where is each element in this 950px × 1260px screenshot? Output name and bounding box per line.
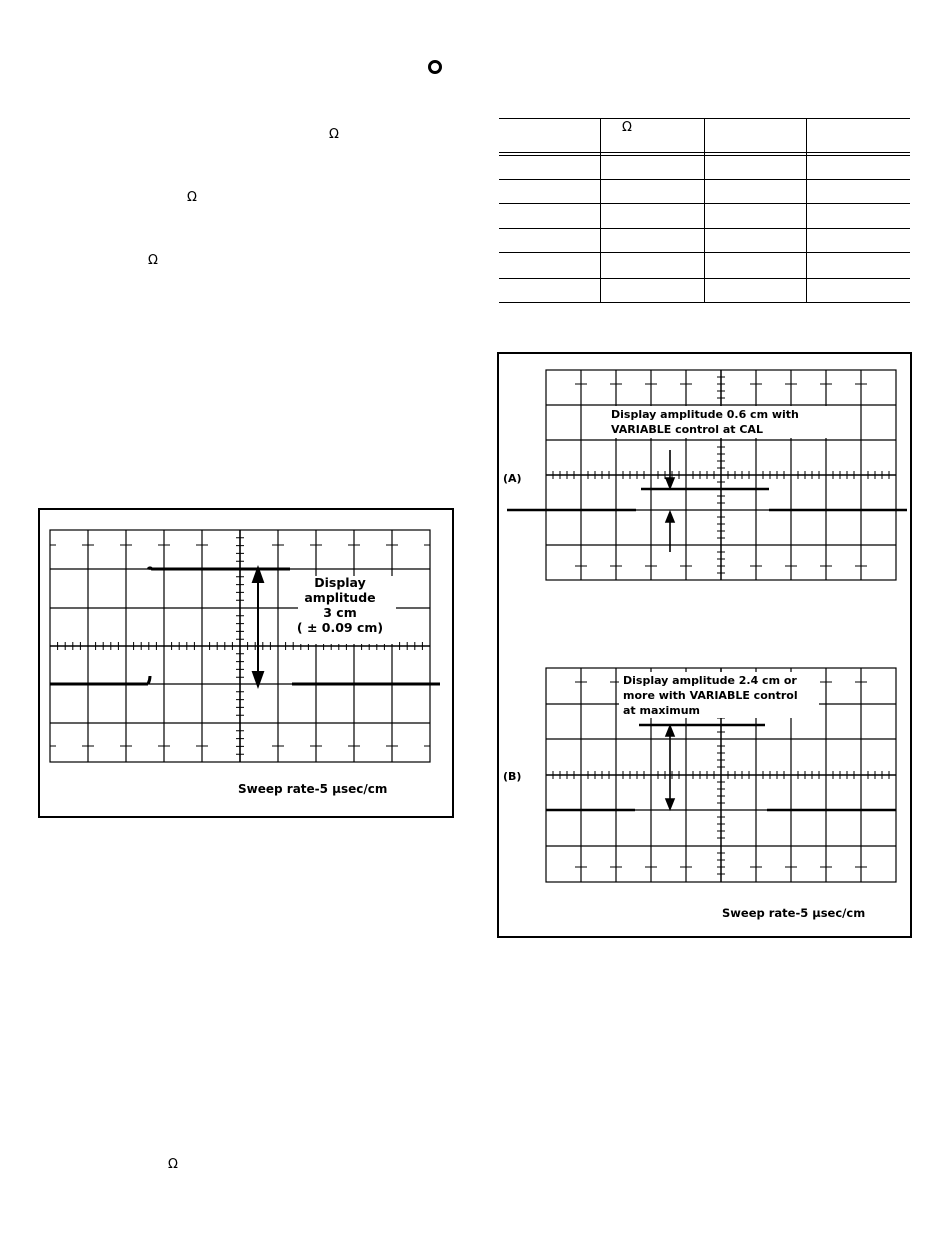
figure-left-frame (38, 508, 454, 818)
panel-a-tag: (A) (503, 472, 522, 485)
table-header-omega: Ω (622, 120, 632, 135)
panel-b-note-line3: at maximum (623, 704, 701, 717)
left-figure-caption: Sweep rate-5 µsec/cm (238, 782, 388, 796)
figure-right-frame (497, 352, 912, 938)
omega-symbol-3: Ω (148, 253, 158, 268)
left-figure-label: Display (314, 575, 366, 590)
panel-a-graticule (503, 370, 907, 580)
panel-a-note-line1: Display amplitude 0.6 cm with (611, 408, 799, 421)
right-figure-caption: Sweep rate-5 µsec/cm (722, 906, 866, 920)
data-table (499, 118, 910, 303)
panel-b-tag: (B) (503, 770, 522, 783)
left-figure-label-4: ( ± 0.09 cm) (296, 620, 384, 635)
table-divider (806, 118, 807, 303)
panel-b-note-line2: more with VARIABLE control (623, 689, 798, 702)
left-figure-label-3: 3 cm (323, 605, 357, 620)
panel-b-graticule (503, 668, 896, 882)
left-figure-label-2: amplitude (304, 590, 376, 605)
panel-a-note-line2: VARIABLE control at CAL (611, 423, 763, 436)
bullet-marker (428, 60, 442, 74)
omega-symbol-4: Ω (168, 1157, 178, 1172)
oscilloscope-graticule-right (499, 354, 910, 936)
omega-symbol-2: Ω (187, 190, 197, 205)
table-divider (704, 118, 705, 303)
omega-symbol-1: Ω (329, 127, 339, 142)
oscilloscope-graticule-left (40, 510, 452, 816)
table-divider (600, 118, 601, 303)
panel-b-note-line1: Display amplitude 2.4 cm or (623, 674, 797, 687)
